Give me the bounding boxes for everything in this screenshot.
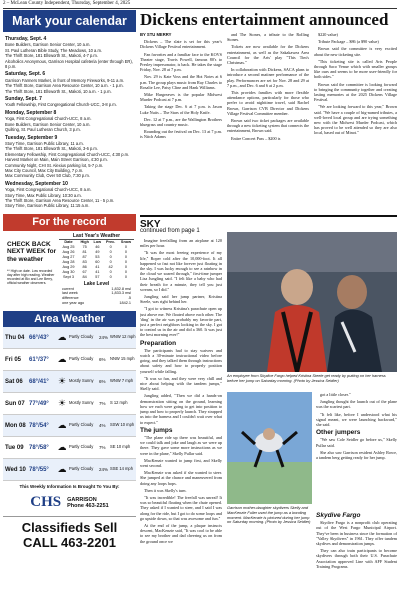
calendar-event: Max Community Club, Over 50 Club, 7:30 p.m. [5,173,90,179]
weather-desc: Partly Cloudy [69,466,94,472]
paragraph: This provides families with more flexible attendance options, particularly for those who prefer to avoid nighttime travel, said Rachel Brown, Garrison CVB Director and Dickens Village Festival Committee member. [227,90,309,116]
chs-logo: CHS [30,494,62,511]
sky-subhead-fargo: Skydive Fargo [316,512,361,519]
weather-row [3,393,136,415]
record-cell: Aug 27 [62,254,75,259]
lake-label: one year ago [62,300,85,305]
cloud-icon: ☁ [57,354,67,365]
weather-high-low: 77°/49° [29,400,49,407]
weather-desc: Mostly Sunny [69,378,94,384]
weather-day: Tue 09 [5,444,24,451]
record-cell: Aug 26 [62,249,75,254]
record-cell: 67 [82,269,87,274]
weather-day: Wed 10 [5,466,26,473]
photo-illustration-2 [227,392,312,504]
record-cell: 41 [95,264,100,269]
weather-day: Sun 07 [5,400,25,407]
paragraph: Jungling thought the launch out of the plane was the scariest part. [316,399,397,410]
weather-sponsor: This Weekly Information Is Brought To You By: [19,484,120,490]
paragraph: $220 value) [318,32,338,37]
lake-row [62,301,131,306]
sky-subhead-jumps: The jumps [140,426,173,434]
paragraph: Rounding out the festival on Dec. 13 at 7 p.m. is Nitch Adams [140,129,222,140]
paragraph: "The plane ride up there was beautiful, and we could talk and joke and laugh as we were up there. They gave some more instructions as we were in the plane," Skelly Pullar said. [140,434,222,456]
chs-details [67,497,109,509]
cloud-icon: ☁ [57,464,67,475]
photo-caption-1: An employee from Skydive Fargo helped Kristina Steele get ready by putting on her harness before her jump on Saturday morning. (Photo by Jessica Seidler) [227,373,386,383]
classifieds-ad [3,517,136,550]
weather-desc: Partly Cloudy [69,422,94,428]
record-cell: 87 [82,254,87,259]
paragraph: Then it was Skelly's turn. [144,487,187,493]
calendar-event: Max City Council, Max City Building, 7 p.m. [5,167,84,173]
record-cell: Aug 28 [62,259,75,264]
record-cell: 81 [82,249,87,254]
article-col2 [227,32,309,212]
record-cell: 0 [124,249,128,254]
record-column-header: Prec. [106,239,116,244]
skydiver-photo-freefall [227,392,312,504]
weather-desc: Partly Cloudy [69,444,94,450]
weather-banner: Area Weather [3,311,136,327]
cloud-icon: ☁ [57,332,67,343]
weather-precip: 6% [99,379,106,385]
left-column [3,10,136,614]
record-column-header: Date [64,239,73,244]
weather-forecast [3,327,136,481]
weather-desc: Partly Cloudy [69,356,94,362]
weather-row [3,437,136,459]
weather-row [3,327,136,349]
calendar-list [3,32,136,211]
weather-precip: 6% [99,357,106,363]
calendar-event: St. Paul Lutheran Bible Study, The Meadows, 10 a.m. [5,47,103,53]
weather-precip: 7% [99,401,106,407]
paragraph: Taking the stage Dec. 6 at 7 p.m. is Jason Luke Nuits – The Stars of the Holy Knife. [140,104,222,115]
record-cell: Aug 30 [62,269,75,274]
cloud-icon: ☁ [57,442,67,453]
record-box [3,231,136,308]
paper-dateline: McLean County Independent, Thursday, September 4, 2025 [10,1,131,6]
paragraph: "It felt like, before I understood what his signal meant, we were launching backward," she said. [316,411,397,428]
weather-precip: 7% [99,445,106,451]
check-back-block [3,233,59,306]
paragraph: "It was the most freeing experience of my life," Roper cold after the 10,000-foot. It all happened so fast not like forever just floating in the sky. I was lucky enough to see a rainbow in the cloud we soared through," first-time jumper Lisa Jungling said. "I felt like a baby who had their breath for a minute, they tell you just scream, so I did." [140,250,222,292]
weather-day: Mon 08 [5,422,26,429]
paragraph: Skydive Fargo is a nonprofit club operating out of the West Fargo Municipal Airport. They've been in business since the formation of "Valley Skydivers" in 1961. They offer tandem skydives and demonstration jumps. [316,520,397,547]
article-headline: Dickens entertainment announced [140,10,389,29]
sky-subhead-other: Other jumpers [316,429,361,437]
weather-wind: SE 10 mph [110,444,131,450]
calendar-event: Yoga, First Congregational Church-UCC, 8 a.m. [5,116,92,122]
weather-desc: Mostly Sunny [69,400,94,406]
record-cell: 46 [95,244,100,249]
sky-continued: continued from page 1 [140,228,200,234]
calendar-event: Elementary Fellowship, First Congregational Church-UCC, 4:30 p.m. [5,151,130,157]
sun-icon: ☀ [57,376,67,387]
lake-label: current [62,286,74,291]
paragraph: and The Stones, a tribute to the Rolling Stones. [227,32,309,43]
record-column-header: Low [93,239,102,244]
sky-col2 [316,392,397,510]
record-cell: 57 [95,274,100,279]
paragraph: In collaboration with Dickens, SACA plans to introduce a second matinee performance of the play. Performances are set for Nov. 28 and 29 at 7 p.m., and Dec. 6 and 6 at 2 p.m. [227,67,309,88]
record-cell: 53 [95,254,100,259]
record-note: ** High on date. Low recorded day after high reading. Weather recorded at Bix and Lee Berry, official weather observers. [7,269,55,286]
lake-value: 1842.1 [119,300,131,305]
article-col1 [140,32,222,212]
weather-wind: SSW 10 mph [110,422,135,428]
lake-level [59,280,134,306]
calendar-event: The Thrift Store, 181 Ellsworth St., Makoti, 3-6 p.m. [5,146,98,152]
paragraph: Tribute Package – $86 (a $90 value) [318,39,379,45]
weather-wind: WNW 7 mph [110,378,134,384]
chs-town: GARRISON [67,496,97,503]
paragraph: got a little closer." [320,392,351,397]
paragraph: Dickens – The slate is set for this year's Dickens Village Festival entertainment. [140,39,222,50]
weather-high-low: 78°/54° [29,422,49,429]
record-cell: 75 [82,244,87,249]
record-cell: 86 [82,264,87,269]
paragraph: Entire Concert Pass – $200 is [231,135,281,141]
sky-col3 [316,510,397,610]
calendar-event: Harvest Market on Main, Main Street Garrison, 4:30 p.m. [5,157,108,163]
record-cell: 0 [124,244,128,249]
weather-high-low: 61°/37° [29,356,49,363]
paragraph: "We are looking forward to this year," Brown said. "We have a couple of big-named tributes, a well-loved local group and are trying something new with the Midwest Murder Podcast, which has proved to be well attended so they are also local, based out of Minot." [314,104,397,136]
calendar-day: Saturday, Sept. 6 [5,71,46,78]
weather-row [3,459,136,481]
record-cell: 41 [95,269,100,274]
calendar-event: Community Night, CHI St. Alexius parking lot, 5-7 p.m. [5,162,104,168]
record-cell: 42 [108,264,113,269]
calendar-event: Story Time, Max Public Library, 10:30 a.m. [5,192,82,198]
paragraph: Mike Hargreaves is the popular Midwest Murder Podcast at 7 p.m. [140,92,222,103]
record-cell: 83 [82,259,87,264]
cloud-icon: ☁ [57,420,67,431]
paragraph: Tickets are now available for the Dickens entertainment, as well as the Sakakawea Area Council for the Arts' play "This Tim's Christmas." [227,44,309,66]
weather-wind: WNW 12 mph [110,334,136,340]
calendar-event: Youth Fellowship, First Congregational Church-UCC, 3-8 p.m. [5,102,117,108]
paragraph: "We saw Cole Seidler go before us," Skelly Pullar said. [316,437,397,448]
calendar-day: Tuesday, September 9 [5,134,58,141]
weather-row [3,415,136,437]
record-cell: 0 [124,274,128,279]
record-cell: 0 [109,244,112,249]
calendar-banner: Mark your calendar [3,10,136,32]
record-cell: 84 [82,274,87,279]
weather-wind: S 12 mph [110,400,128,406]
weather-wind: NNW 15 mph [110,356,135,362]
calendar-event: Alcoholics Anonymous, Garrison Hospital cafeteria (enter through ER), 8 p.m. [5,58,133,70]
record-cell: 0 [109,259,112,264]
chs-ad [3,489,136,517]
calendar-event: The Thrift Store, 181 Ellsworth St., Makoti, 10 a.m. - 1 p.m. [5,88,112,94]
paragraph: They can also train participants to become skydivers through both their U.S. Parachute Association approved Line with AFF Student Training Programs. [316,548,397,569]
record-cell: 0 [109,249,112,254]
record-cell: 60 [95,259,100,264]
paragraph: Imagine freefalling from an airplane at 120 miles per hour. [140,238,222,249]
classifieds-line2: CALL 463-2201 [23,535,116,551]
paragraph: At the end of the jump, a plaque instructs descent, MacKenzie said, "It was cool to be able to see my brother and dad cheering us on from the ground once we [140,522,222,544]
record-cell: 0 [124,269,128,274]
last-year-title: Last Year's Weather [59,233,134,240]
photo-illustration [227,232,397,372]
sky-title: SKY [140,215,397,230]
calendar-day: Monday, September 8 [5,109,57,116]
paragraph: Fan favorites and a familiar face to the KOVS Theater stage, Travis Powell, famous 80's to Presley impersonator, is back. He takes the stage Friday, Nov. 28 at 7 p.m. [140,51,222,73]
chs-phone: Phone 463-2251 [67,502,109,509]
lake-label: last week [62,291,78,296]
paragraph: Jungling added, "Then we did a hands-on demonstration sitting on the ground, learning how we each were going to get into position to jump and how to properly launch. They strapped us into the harness and I couldn't wait over what to expect." [140,393,222,425]
weather-row [3,371,136,393]
check-back-text: CHECK BACK NEXT WEEK for the weather [7,240,57,263]
paragraph: "I got to witness Kristina's parachute open up just above me. We floated above each other. The 'ding' in the air was probably my favorite part, just a perfect neighbors looking in the sky. I got to control us in the air and did a 360. It was just the best morning ever!" [140,306,222,338]
last-year-weather [59,233,134,306]
record-column-header: Snow [120,239,132,244]
record-cell: 0 [124,264,128,269]
lake-level-title: Lake Level [83,280,110,287]
record-cell: Aug 25 [62,244,75,249]
weather-row [3,349,136,371]
photo-caption-2: Garrison mother-daughter skydivers Skelly and MacKenzie Fuller used the jump as a bonding moment. MacKenzie is pictured during her jump on Saturday morning. (Photo by Jessica Seidler) [227,505,311,525]
paragraph: She also saw Garrison resident Ashley Rowe, a tandem berg getting ready for her jump. [316,449,397,461]
calendar-day: Wednesday, September 10 [5,180,68,187]
weather-wind: SSE 14 mph [110,466,133,472]
skydiver-photo-harness [227,232,397,372]
weather-day: Sat 06 [5,378,23,385]
weather-precip: 24% [99,467,109,473]
calendar-event: The Thrift Store, Garrison Area Resource Center, 11 - 5 p.m. [5,197,115,203]
calendar-event: Story Time, Garrison Public Library, 11:15 a.m. [5,203,90,209]
calendar-event: Garrison Farmers Market, in front of Memory Fireworks, 9-11 a.m. [5,77,125,83]
header-rule [3,8,397,9]
weather-day: Thu 04 [5,334,25,341]
paragraph: MacKenzie was asked if she wanted to steer. She jumped at the chance and maneuvered from doing any loops hops. [140,470,222,486]
paragraph: "This ticketing site is called Arts People through Saco Venue which with smaller groups like ours and seems to be more user-friendly for both sides." [314,58,397,80]
sun-icon: ☀ [57,398,67,409]
page-header: 2 – McLean County Independent, Thursday, September 4, 2025 [3,1,131,6]
record-cell: Sept 3 [63,274,74,279]
record-banner: For the record [3,214,136,231]
calendar-event: Bone Builders, Garrison Senior Center, 10 a.m. [5,121,91,127]
paragraph: The participants had to stay waivers and watch a 30-minute instructional video before going, and they talked them through instructions about safety and how to properly position yourself while falling. [140,347,222,374]
record-cell: 0 [124,259,128,264]
lake-value: .5 [127,295,131,300]
article-col3 [314,32,397,212]
calendar-event: Bone Builders, Garrison Senior Center, 10 a.m. [5,42,91,48]
sky-col1 [140,238,222,610]
article-byline: BY STU MERRY [140,32,172,37]
calendar-event: The Thrift Store, Garrison Area Resource Center, 10 a.m. - 1 p.m. [5,83,124,89]
weather-high-low: 68°/41° [29,378,49,385]
record-cell: Aug 29 [62,264,75,269]
paragraph: "It was so fun, and they were very chill and nice about helping with the tandem jumps," Skelly said. [140,375,222,392]
paragraph: MacKenzie wanted to jump first, and Skelly went second. [140,457,222,468]
calendar-day: Sunday, Sept. 7 [5,96,42,103]
record-column-header: High [80,239,89,244]
record-cell: 0 [109,254,112,259]
sky-subhead-preparation: Preparation [140,339,177,347]
paragraph: Brown said the committee is very excited about the new ticketing site. [314,46,397,57]
record-cell: 49 [95,249,100,254]
classifieds-line1: Classifieds Sell [21,520,118,536]
paragraph: Nov. 29 is Kate Voss and the Hot Notes at 6 p.m. The group plays music from Ray Charles to Rosalie Lee, Patsy Cline and Hank Williams. [140,74,222,90]
weather-high-low: 78°/55° [29,466,49,473]
paragraph: Brown said two ticket packages are available through a new ticketing system that connects the entertainment, Brown said. [227,118,309,134]
weather-day: Fri 05 [5,356,22,363]
calendar-event: Story Time, Garrison Public Library, 11 a.m. [5,140,84,146]
weather-precip: 24% [99,335,109,341]
lake-value: 1,833.3 msl [111,291,131,296]
weather-desc: Partly Cloudy [69,334,94,340]
calendar-event: The Thrift Store, 181 Ellsworth St., Makoti, 4-7 p.m. [5,53,98,59]
weather-high-low: 66°/43° [29,334,49,341]
lake-label: difference [62,295,79,300]
paragraph: Jungling said her jump partner, Kristina Steele, was right behind her. [140,294,222,305]
record-cell: 0 [124,254,128,259]
paragraph: "It was incredible! The freefall was unreal! It was so beautiful floating when the chute opened. They asked if I wanted to steer, and I said I was along for the ride, but I got to do some loops and go upside down, so that was awesome and fun." [140,494,222,521]
record-cell: 0 [109,274,112,279]
page-number: 2 [3,1,6,6]
last-year-table [59,240,134,280]
paragraph: Dec. 12 at 7 p.m., are the Wallington Brothers bluegrass and country music. [140,116,222,128]
calendar-event: Quilting, St. Paul Lutheran Church, 3 p.m. [5,127,81,133]
paragraph: Brown said the committee is looking forward to bringing the community together and creating lasting memories at the 2025 Dickens Village Festival. [314,81,397,103]
weather-high-low: 78°/58° [29,444,49,451]
lake-value: 1,832.8 msl [111,286,131,291]
weather-precip: 4% [99,423,106,429]
record-cell: 0 [109,269,112,274]
calendar-day: Thursday, Sept. 4 [5,36,47,42]
calendar-event: Yoga, First Congregational Church-UCC, 8 a.m. [5,187,92,193]
